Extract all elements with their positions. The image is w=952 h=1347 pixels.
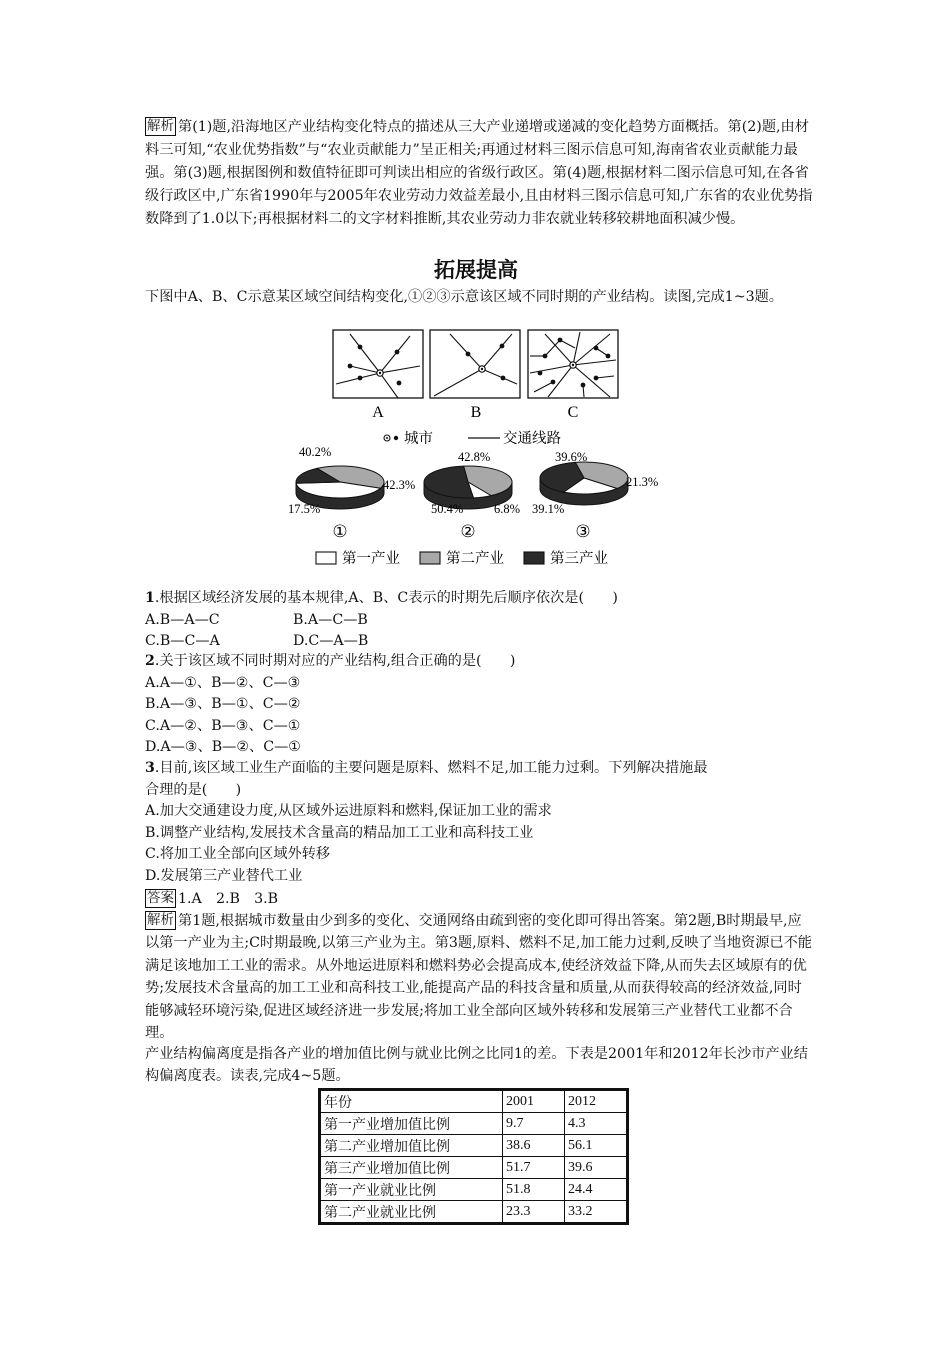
pie2-label: ②: [460, 522, 476, 542]
q1-number: 1: [145, 590, 155, 606]
table-cell: 51.8: [503, 1179, 565, 1201]
q3-stem-line2: 合理的是( ): [145, 781, 242, 798]
industry-legend: [316, 550, 608, 567]
map-label-a: A: [372, 404, 384, 421]
q2-option-c: C.A—②、B—③、C—①: [145, 717, 301, 734]
table-cell: 56.1: [565, 1135, 628, 1157]
q3-number: 3: [145, 760, 155, 776]
analysis-text-1: 第(1)题,沿海地区产业结构变化特点的描述从三大产业递增或递减的变化趋势方面概括。第(2)题,由材料三可知,“农业优势指数”与“农业贡献能力”呈正相关;再通过材料三图示信息可知,海南省农业贡献能力最强。第(3)题,根据图例和数值特征即可判读出相应的省级行政区。第(4)题,根据材料二图示信息可知,在各省级行政区中,广东省1990年与2005年农业劳动力效益差最小,且由材料三图示信息可知,广东省的农业优势指数降到了1.0以下;再根据材料二的文字材料推断,其农业劳动力非农就业转移较耕地面积减少慢。: [145, 119, 813, 227]
table-row: [320, 1179, 628, 1201]
analysis-paragraph-1: [145, 116, 813, 231]
pie2-secondary-label: 42.8%: [458, 450, 491, 464]
secondary-swatch: [420, 552, 440, 564]
table-cell: 51.7: [503, 1157, 565, 1179]
analysis-text-2: 第1题,根据城市数量由少到多的变化、交通网络由疏到密的变化即可得出答案。第2题,B时期最早,应以第一产业为主;C时期最晚,以第三产业为主。第3题,原料、燃料不足,加工能力过剩,反映了当地资源已不能满足该地加工工业的需求。从外地运进原料和燃料势必会提高成本,使经济效益下降,从而失去区域原有的优势;发展技术含量高的加工工业和高科技工业,能提高产品的科技含量和质量,从而获得较高的经济效益,同时能够减轻环境污染,促进区域经济进一步发展;将加工业全部向区域外转移和发展第三产业替代工业都不合理。: [145, 913, 812, 1042]
table-cell: 2012: [565, 1090, 628, 1113]
analysis-tag-2: 解析: [147, 912, 174, 928]
q1-option-a: A.B—A—C: [145, 611, 220, 628]
legend-secondary: 第二产业: [446, 551, 504, 567]
city-icon: [394, 436, 398, 440]
q3-stem: .目前,该区域工业生产面临的主要问题是原料、燃料不足,加工能力过剩。下列解决措施最: [154, 760, 708, 776]
answer-text: 1.A 2.B 3.B: [178, 891, 279, 907]
q2-option-d: D.A—③、B—②、C—①: [145, 739, 301, 755]
legend-primary: 第一产业: [342, 551, 400, 567]
q1-option-c: C.B—C—A: [145, 633, 220, 649]
table-header-row: [320, 1090, 628, 1113]
deviation-table: [318, 1088, 629, 1225]
figure: [0, 326, 952, 576]
q2-stem: .关于该区域不同时期对应的产业结构,组合正确的是( ): [154, 653, 516, 669]
q2-option-b: B.A—③、B—①、C—②: [145, 696, 301, 712]
table-cell: 23.3: [503, 1201, 565, 1224]
legend-tertiary: 第三产业: [550, 551, 608, 567]
table-row: [320, 1157, 628, 1179]
pie3-tertiary-label: 39.1%: [532, 502, 565, 516]
table-row-label: 第一产业增加值比例: [320, 1113, 503, 1135]
q2-option-a: A.A—①、B—②、C—③: [145, 674, 301, 691]
tertiary-swatch: [524, 552, 544, 564]
table-row: [320, 1113, 628, 1135]
pie3-secondary-label: 39.6%: [555, 450, 588, 464]
table-row-label: 第一产业就业比例: [320, 1179, 503, 1201]
q1-option-b: B.A—C—B: [293, 611, 368, 628]
table-row-label: 第三产业增加值比例: [320, 1157, 503, 1179]
intro-paragraph-2: 产业结构偏离度是指各产业的增加值比例与就业比例之比同1的差。下表是2001年和2012年长沙市产业结构偏离度表。读表,完成4~5题。: [145, 1046, 808, 1084]
table-cell: 38.6: [503, 1135, 565, 1157]
q2-number: 2: [145, 653, 155, 669]
table-row-label: 第二产业就业比例: [320, 1201, 503, 1224]
table-cell: 33.2: [565, 1201, 628, 1224]
legend-city-label: 城市: [404, 431, 433, 447]
table-row: [320, 1201, 628, 1224]
table-cell: 24.4: [565, 1179, 628, 1201]
q3-option-a: A.加大交通建设力度,从区域外运进原料和燃料,保证加工业的需求: [145, 803, 552, 819]
answer-line: [145, 889, 813, 911]
pie2-primary-label: 6.8%: [494, 502, 521, 516]
q1-option-d: D.C—A—B: [293, 633, 369, 649]
section-title: 拓展提高: [434, 258, 518, 282]
table-row: [320, 1135, 628, 1157]
pie1-primary-label: 42.3%: [383, 478, 416, 492]
question-1: [145, 588, 813, 653]
pie3-primary-label: 21.3%: [626, 475, 659, 489]
table-cell: 4.3: [565, 1113, 628, 1135]
analysis-paragraph-2: [145, 910, 813, 1044]
table-cell: 9.7: [503, 1113, 565, 1135]
question-2: [145, 651, 813, 759]
question-3: [145, 758, 813, 887]
map-label-c: C: [567, 404, 579, 421]
analysis-tag: 解析: [147, 118, 174, 134]
map-b: [430, 330, 520, 398]
map-label-b: B: [470, 404, 482, 421]
table-row-label: 第二产业增加值比例: [320, 1135, 503, 1157]
answer-tag: 答案: [147, 890, 174, 906]
map-c: [528, 330, 618, 398]
pie1-tertiary-label: 17.5%: [288, 502, 321, 516]
primary-swatch: [316, 552, 336, 564]
q3-option-b: B.调整产业结构,发展技术含量高的精品加工工业和高科技工业: [145, 824, 534, 841]
legend-route-label: 交通线路: [503, 431, 561, 447]
table-row-label: 年份: [320, 1090, 503, 1113]
map-a: [333, 330, 423, 398]
intro-paragraph: 下图中A、B、C示意某区域空间结构变化,①②③示意该区域不同时期的产业结构。读图,完成1~3题。: [145, 289, 783, 305]
pie1-label: ①: [332, 522, 348, 542]
q1-stem: .根据区域经济发展的基本规律,A、B、C表示的时期先后顺序依次是( ): [154, 590, 618, 606]
pie1-secondary-label: 40.2%: [299, 445, 332, 459]
table-cell: 2001: [503, 1090, 565, 1113]
pie2-tertiary-label: 50.4%: [431, 502, 464, 516]
map-legend: [384, 430, 561, 447]
q3-option-d: D.发展第三产业替代工业: [145, 867, 303, 884]
table-cell: 39.6: [565, 1157, 628, 1179]
q3-option-c: C.将加工业全部向区域外转移: [145, 846, 331, 862]
pie3-label: ③: [575, 522, 591, 542]
